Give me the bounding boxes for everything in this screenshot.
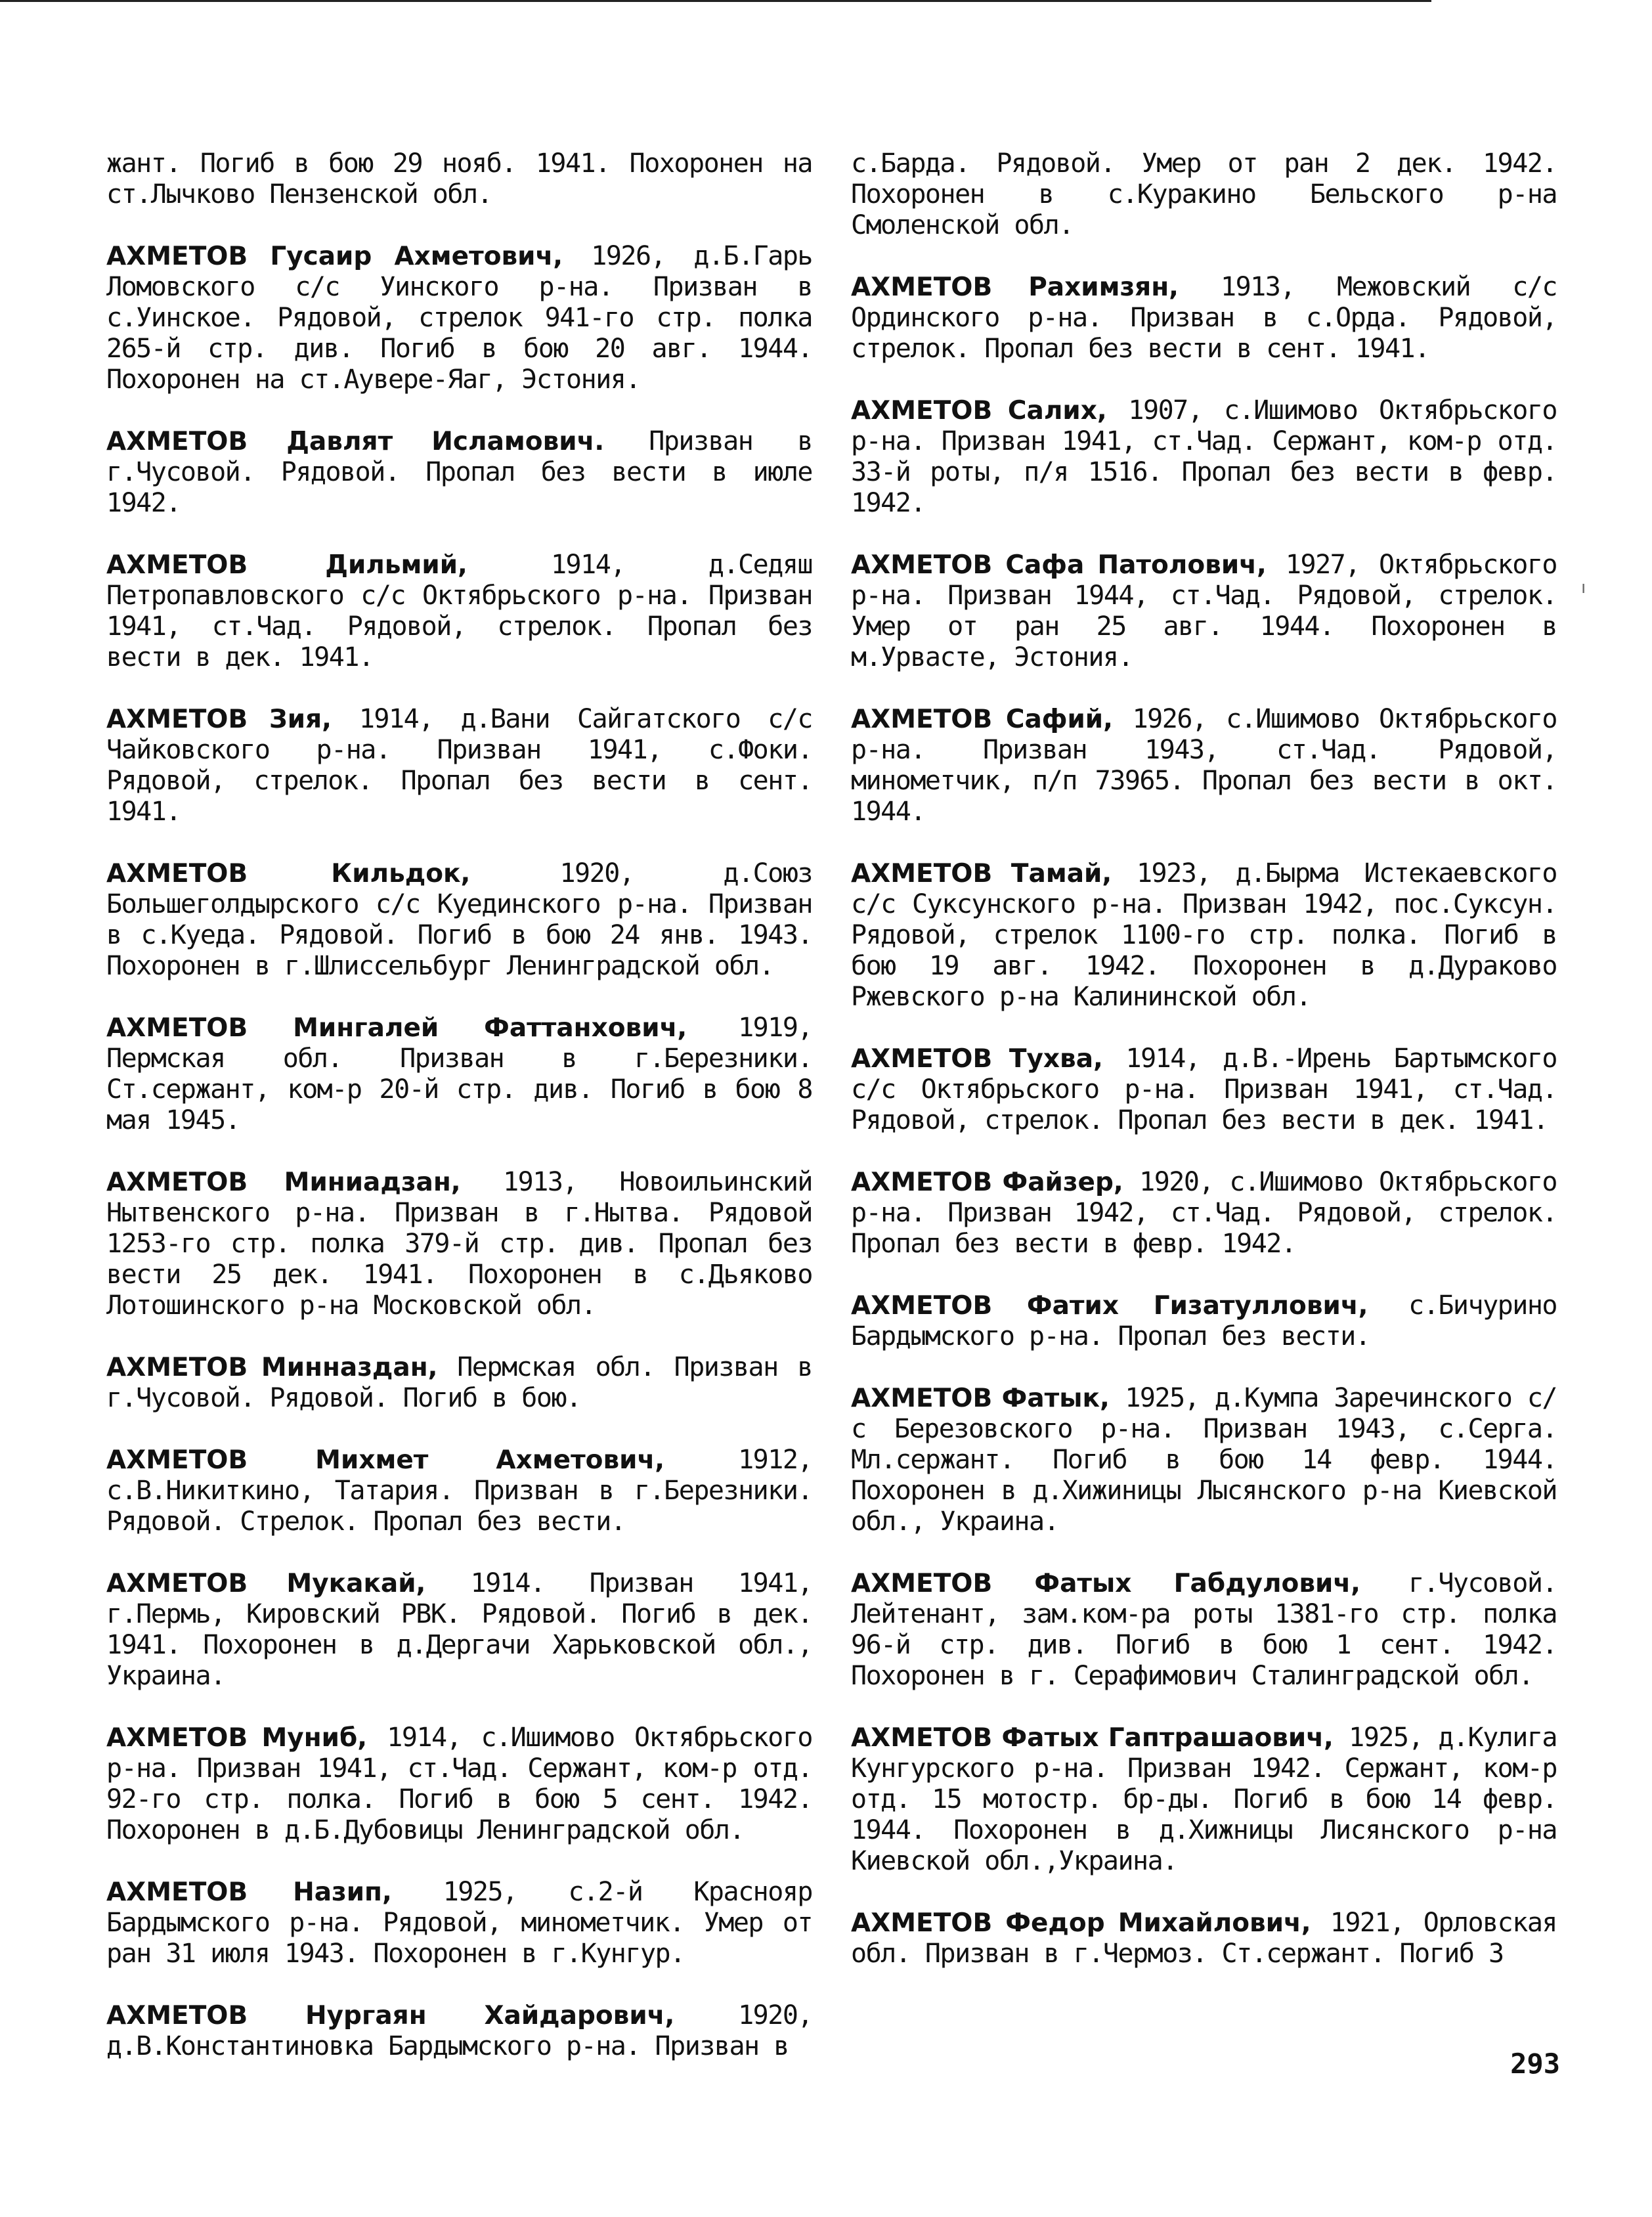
entry-name: АХМЕТОВ Фатих Гизатуллович, (851, 1291, 1368, 1321)
entry (106, 550, 812, 673)
entry-text: 1914, д.Вани Сайгатского с/с Чайковского р-на. Призван 1941, с.Фоки. Рядовой, стрелок. Пропал без вести в сент. 1941. (106, 704, 812, 827)
entry-text: 1914, д.Седяш Петропавловского с/с Октябрьского р-на. Призван 1941, ст.Чад. Рядовой, стрелок. Пропал без вести в дек. 1941. (106, 550, 812, 672)
entry-text: Призван в г.Чусовой. Рядовой. Пропал без вести в июле 1942. (106, 426, 812, 518)
entry-name: АХМЕТОВ Гусаир Ахметович, (106, 242, 563, 271)
entry-name: АХМЕТОВ Салих, (851, 396, 1107, 426)
entry-name: АХМЕТОВ Тамай, (851, 859, 1112, 889)
entry (106, 148, 812, 210)
entry-text: 1919, Пермская обл. Призван в г.Березники. Ст.сержант, ком-р 20-й стр. див. Погиб в бою 8 мая 1945. (106, 1013, 812, 1135)
entry (106, 426, 812, 519)
entry-name: АХМЕТОВ Фатых Гаптрашаович, (851, 1723, 1334, 1753)
entry (851, 1290, 1557, 1352)
entry (851, 1043, 1557, 1136)
entry (106, 1568, 812, 1692)
entry (851, 1383, 1557, 1537)
entry-text: 1920, с.Ишимово Октябрьского р-на. Призван 1942, ст.Чад. Рядовой, стрелок. Пропал без вести в февр. 1942. (851, 1167, 1557, 1259)
entry-text: 1921, Орловская обл. Призван в г.Чермоз. Ст.сержант. Погиб 3 (851, 1908, 1557, 1969)
right-column (851, 148, 1557, 2000)
entry (106, 858, 812, 982)
entry-text: г.Чусовой. Лейтенант, зам.ком-ра роты 1381-го стр. полка 96-й стр. див. Погиб в бою 1 сент. 1942. Похоронен в г. Серафимович Сталинградской обл. (851, 1568, 1557, 1691)
entry-name: АХМЕТОВ Дильмий, (106, 550, 467, 580)
entry (851, 148, 1557, 241)
entry (851, 272, 1557, 364)
entry-text: 1912, с.В.Никиткино, Татария. Призван в г.Березники. Рядовой. Стрелок. Пропал без вести. (106, 1445, 812, 1537)
entry-name: АХМЕТОВ Миниадзан, (106, 1168, 461, 1197)
entry-text: 1926, д.Б.Гарь Ломовского с/с Уинского р-на. Призван в с.Уинское. Рядовой, стрелок 941-го стр. полка 265-й стр. див. Погиб в бою 20 авг. 1944. Похоронен на ст.Аувере-Яаг, Эстония. (106, 241, 812, 395)
entry-name: АХМЕТОВ Минназдан, (106, 1353, 438, 1382)
entry-text: 1913, Межовский с/с Ординского р-на. Призван в с.Орда. Рядовой, стрелок. Пропал без вести в сент. 1941. (851, 272, 1557, 364)
entry-text: 1920, д.Союз Большеголдырского с/с Куединского р-на. Призван в с.Куеда. Рядовой. Погиб в бою 24 янв. 1943. Похоронен в г.Шлиссельбург Ленинградской обл. (106, 858, 812, 981)
page-number: 293 (1510, 2048, 1560, 2080)
entry (106, 704, 812, 827)
entry-text: 1926, с.Ишимово Октябрьского р-на. Призван 1943, ст.Чад. Рядовой, минометчик, п/п 73965. Пропал без вести в окт. 1944. (851, 704, 1557, 827)
entry (851, 1167, 1557, 1260)
entry-name: АХМЕТОВ Назип, (106, 1877, 392, 1907)
entry-text: 1923, д.Бырма Истекаевского с/с Суксунского р-на. Призван 1942, пос.Суксун. Рядовой, стрелок 1100-го стр. полка. Погиб в бою 19 авг. 1942. Похоронен в д.Дураково Ржевского р-на Калининской обл. (851, 858, 1557, 1012)
entry-name: АХМЕТОВ Фатык, (851, 1384, 1110, 1413)
entry-text: 1920, д.В.Константиновка Бардымского р-на. Призван в (106, 2000, 812, 2061)
entry-text: жант. Погиб в бою 29 нояб. 1941. Похоронен на ст.Лычково Пензенской обл. (106, 148, 812, 209)
entry-text: 1925, д.Кулига Кунгурского р-на. Призван 1942. Сержант, ком-р отд. 15 мотостр. бр-ды. Погиб в бою 14 февр. 1944. Похоронен в д.Хижницы Лисянского р-на Киевской обл.,Украина. (851, 1723, 1557, 1876)
entry-name: АХМЕТОВ Мингалей Фаттанхович, (106, 1013, 687, 1043)
entry (851, 704, 1557, 827)
entry (851, 858, 1557, 1013)
entry (106, 1445, 812, 1537)
entry-name: АХМЕТОВ Сафа Патолович, (851, 550, 1267, 580)
entry-text: с.Бичурино Бардымского р-на. Пропал без вести. (851, 1290, 1557, 1351)
entry-name: АХМЕТОВ Рахимзян, (851, 273, 1179, 302)
entry-name: АХМЕТОВ Нургаян Хайдарович, (106, 2001, 675, 2030)
entry-name: АХМЕТОВ Тухва, (851, 1044, 1103, 1074)
entry-text: 1925, д.Кумпа Заречинского с/с Березовского р-на. Призван 1943, с.Серга. Мл.сержант. Погиб в бою 14 февр. 1944. Похоронен в д.Хижиницы Лысянского р-на Киевской обл., Украина. (851, 1383, 1557, 1537)
entry (106, 2000, 812, 2062)
entry-name: АХМЕТОВ Муниб, (106, 1723, 368, 1753)
entry-name: АХМЕТОВ Мукакай, (106, 1569, 426, 1598)
entry-text: 1927, Октябрьского р-на. Призван 1944, ст.Чад. Рядовой, стрелок. Умер от ран 25 авг. 1944. Похоронен в м.Урвасте, Эстония. (851, 550, 1557, 672)
entry-name: АХМЕТОВ Давлят Исламович. (106, 427, 605, 456)
entry (106, 1167, 812, 1321)
entry-text: с.Барда. Рядовой. Умер от ран 2 дек. 1942. Похоронен в с.Куракино Бельского р-на Смоленской обл. (851, 148, 1557, 240)
entry-text: 1914, с.Ишимово Октябрьского р-на. Призван 1941, ст.Чад. Сержант, ком-р отд. 92-го стр. полка. Погиб в бою 5 сент. 1942. Похоронен в д.Б.Дубовицы Ленинградской обл. (106, 1723, 812, 1845)
entry-name: АХМЕТОВ Кильдок, (106, 859, 471, 889)
entry (851, 550, 1557, 673)
entry-text: 1914, д.В.-Ирень Бартымского с/с Октябрьского р-на. Призван 1941, ст.Чад. Рядовой, стрелок. Пропал без вести в дек. 1941. (851, 1043, 1557, 1135)
entry-name: АХМЕТОВ Фатых Габдулович, (851, 1569, 1360, 1598)
entry-text: 1925, с.2-й Краснояр Бардымского р-на. Рядовой, минометчик. Умер от ран 31 июля 1943. Похоронен в г.Кунгур. (106, 1877, 812, 1969)
entry (106, 1352, 812, 1414)
entry-name: АХМЕТОВ Зия, (106, 705, 332, 734)
entry (851, 395, 1557, 519)
top-rule (0, 0, 1431, 2)
entry (851, 1908, 1557, 1969)
entry (106, 1723, 812, 1846)
left-column (106, 148, 812, 2093)
entry-text: 1914. Призван 1941, г.Пермь, Кировский РВК. Рядовой. Погиб в дек. 1941. Похоронен в д.Дергачи Харьковской обл., Украина. (106, 1568, 812, 1691)
entry (106, 241, 812, 395)
entry-text: 1907, с.Ишимово Октябрьского р-на. Призван 1941, ст.Чад. Сержант, ком-р отд. 33-й роты, п/я 1516. Пропал без вести в февр. 1942. (851, 395, 1557, 518)
entry-name: АХМЕТОВ Федор Михайлович, (851, 1908, 1311, 1938)
entry-name: АХМЕТОВ Сафий, (851, 705, 1113, 734)
scan-speck: ı (1581, 578, 1586, 598)
entry (106, 1013, 812, 1136)
entry (851, 1723, 1557, 1877)
entry-text: Пермская обл. Призван в г.Чусовой. Рядовой. Погиб в бою. (106, 1352, 812, 1413)
entry (851, 1568, 1557, 1692)
entry-text: 1913, Новоильинский Нытвенского р-на. Призван в г.Нытва. Рядовой 1253-го стр. полка 379-й стр. див. Пропал без вести 25 дек. 1941. Похоронен в с.Дьяково Лотошинского р-на Московской обл. (106, 1167, 812, 1321)
entry (106, 1877, 812, 1969)
entry-name: АХМЕТОВ Файзер, (851, 1168, 1123, 1197)
entry-name: АХМЕТОВ Михмет Ахметович, (106, 1445, 665, 1475)
